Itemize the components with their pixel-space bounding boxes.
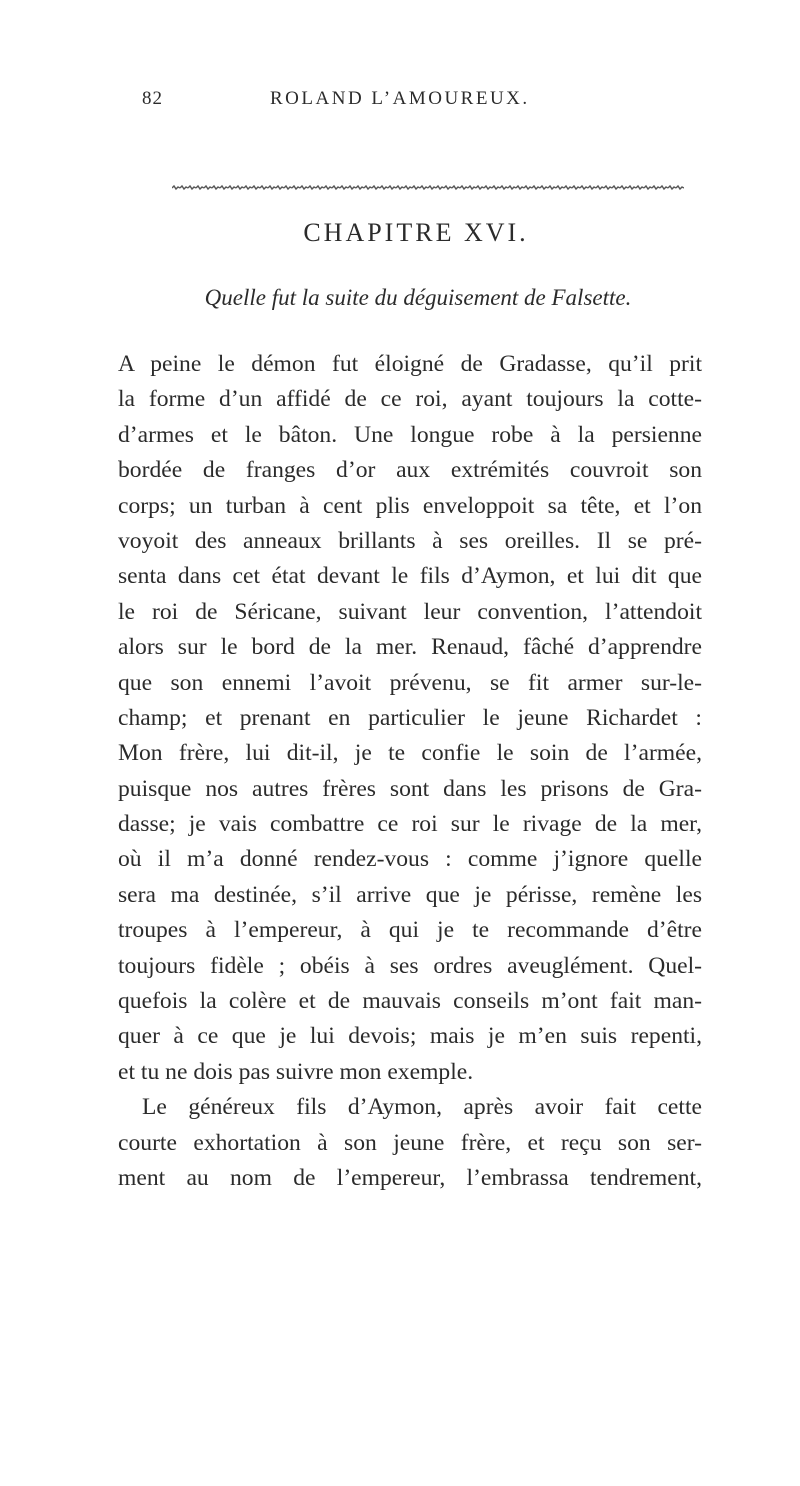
text-line: corps; un turban à cent plis enveloppoit sa tête, et l’on xyxy=(118,492,702,519)
text-line: Le généreux fils d’Aymon, après avoir fait cette xyxy=(142,1094,702,1121)
text-line: que son ennemi l’avoit prévenu, se fit armer sur-le- xyxy=(118,669,702,696)
text-line: quefois la colère et de mauvais conseils m’ont fait man- xyxy=(118,988,702,1015)
text-line: le roi de Séricane, suivant leur convention, l’attendoit xyxy=(118,598,702,625)
body-text xyxy=(118,347,702,1196)
ornamental-rule xyxy=(172,184,684,194)
text-line: champ; et prenant en particulier le jeune Richardet : xyxy=(118,704,702,731)
text-line: sera ma destinée, s’il arrive que je périsse, remène les xyxy=(118,881,702,908)
chapter-subtitle: Quelle fut la suite du déguisement de Falsette. xyxy=(204,285,632,310)
text-line: et tu ne dois pas suivre mon exemple. xyxy=(118,1058,474,1085)
page-number: 82 xyxy=(142,88,163,109)
running-head xyxy=(142,88,702,118)
text-line: Mon frère, lui dit-il, je te confie le soin de l’armée, xyxy=(118,740,702,767)
text-line: A peine le démon fut éloigné de Gradasse, qu’il prit xyxy=(118,351,702,377)
text-line: bordée de franges d’or aux extrémités couvroit son xyxy=(118,457,702,484)
text-line: d’armes et le bâton. Une longue robe à la persienne xyxy=(118,421,702,448)
text-line: la forme d’un affidé de ce roi, ayant toujours la cotte- xyxy=(118,386,702,413)
text-line: puisque nos autres frères sont dans les prisons de Gra- xyxy=(118,775,702,802)
running-title: ROLAND L’AMOUREUX. xyxy=(270,88,530,109)
text-line: quer à ce que je lui devois; mais je m’en suis repenti, xyxy=(118,1023,702,1050)
text-line: ment au nom de l’empereur, l’embrassa tendrement, xyxy=(118,1164,702,1191)
text-line: où il m’a donné rendez-vous : comme j’ignore quelle xyxy=(118,846,702,873)
text-line: dasse; je vais combattre ce roi sur le rivage de la mer, xyxy=(118,811,702,838)
text-line: courte exhortation à son jeune frère, et reçu son ser- xyxy=(118,1129,702,1156)
chapter-title: CHAPITRE XVI. xyxy=(303,218,529,247)
text-line: toujours fidèle ; obéis à ses ordres aveuglément. Quel- xyxy=(118,952,702,979)
text-line: voyoit des anneaux brillants à ses oreilles. Il se pré- xyxy=(118,527,702,554)
text-line: alors sur le bord de la mer. Renaud, fâché d’apprendre xyxy=(118,634,702,661)
text-line: troupes à l’empereur, à qui je te recommande d’être xyxy=(118,917,702,944)
text-line: senta dans cet état devant le fils d’Aymon, et lui dit que xyxy=(118,563,702,590)
